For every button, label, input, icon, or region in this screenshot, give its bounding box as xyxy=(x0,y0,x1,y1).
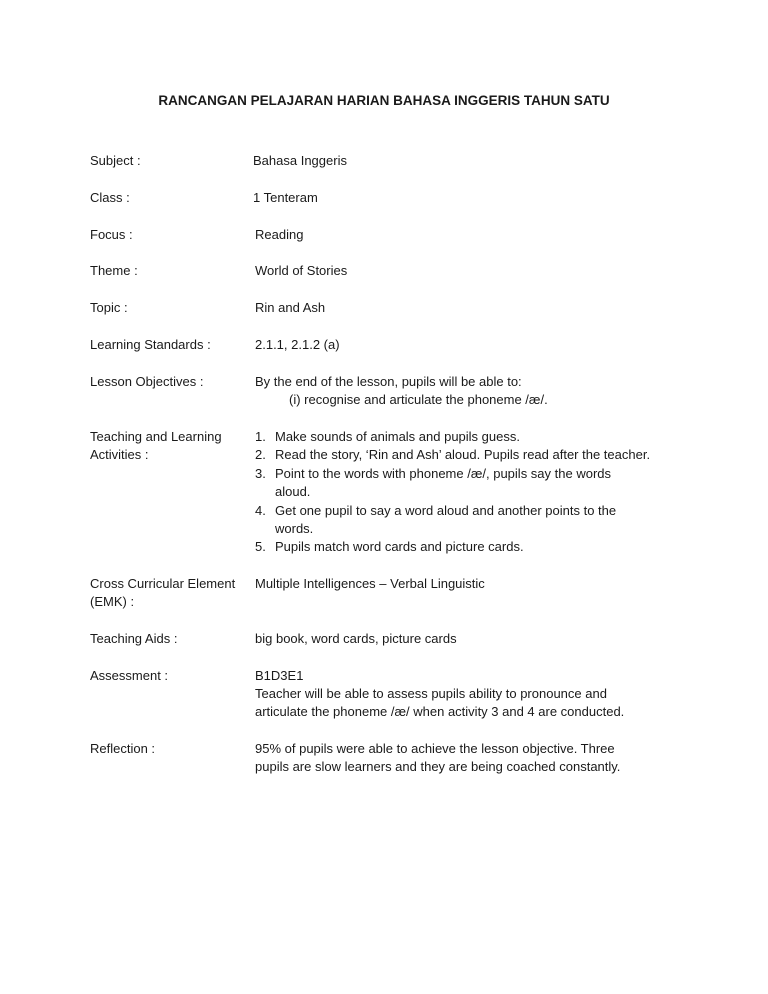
activity-item xyxy=(255,538,695,556)
assessment-value xyxy=(255,667,695,721)
activity-text: Read the story, ‘Rin and Ash’ aloud. Pupils read after the teacher. xyxy=(275,447,651,463)
reflection-value xyxy=(255,740,695,776)
cross-curricular-label-line2: (EMK) : xyxy=(90,594,135,609)
activity-text: Point to the words with phoneme /æ/, pupils say the words xyxy=(275,465,612,481)
cross-curricular-label xyxy=(90,575,250,611)
theme-value: World of Stories xyxy=(255,263,348,278)
class-label: Class : xyxy=(90,190,130,205)
reflection-text-line1: 95% of pupils were able to achieve the lesson objective. Three xyxy=(255,741,615,756)
lesson-objectives-value xyxy=(255,373,695,409)
teaching-aids-label: Teaching Aids : xyxy=(90,631,178,646)
activity-number: 1. xyxy=(255,429,266,444)
activity-number: 4. xyxy=(255,502,266,518)
learning-standards-value: 2.1.1, 2.1.2 (a) xyxy=(255,337,340,352)
reflection-label: Reflection : xyxy=(90,741,156,756)
cross-curricular-label-line1: Cross Curricular Element xyxy=(90,576,236,591)
activity-number: 3. xyxy=(255,465,266,481)
reflection-text-line2: pupils are slow learners and they are being coached constantly. xyxy=(255,759,621,774)
assessment-code: B1D3E1 xyxy=(255,668,304,683)
focus-value: Reading xyxy=(255,227,304,242)
lesson-objectives-intro: By the end of the lesson, pupils will be able to: xyxy=(255,374,522,389)
activity-text: Get one pupil to say a word aloud and another points to the xyxy=(275,502,617,518)
focus-label: Focus : xyxy=(90,227,133,242)
activity-item xyxy=(255,428,695,446)
subject-value: Bahasa Inggeris xyxy=(253,153,347,168)
activity-item xyxy=(255,502,695,539)
activity-item xyxy=(255,465,695,502)
activity-number: 5. xyxy=(255,539,266,555)
activity-text: Make sounds of animals and pupils guess. xyxy=(275,429,520,444)
activities-list xyxy=(255,428,695,557)
activities-label-line2: Activities : xyxy=(90,447,149,462)
activities-label-line1: Teaching and Learning xyxy=(90,429,222,444)
topic-value: Rin and Ash xyxy=(255,300,326,315)
learning-standards-label: Learning Standards : xyxy=(90,337,211,352)
topic-label: Topic : xyxy=(90,300,128,315)
assessment-text-line2: articulate the phoneme /æ/ when activity 3 and 4 are conducted. xyxy=(255,704,625,719)
lesson-objective-item: (i) recognise and articulate the phoneme /æ/. xyxy=(289,392,548,407)
document-title: RANCANGAN PELAJARAN HARIAN BAHASA INGGERIS TAHUN SATU xyxy=(158,93,610,108)
assessment-text-line1: Teacher will be able to assess pupils ability to pronounce and xyxy=(255,686,607,701)
lesson-objectives-label: Lesson Objectives : xyxy=(90,374,204,389)
activities-label xyxy=(90,428,250,464)
activity-text-continued: words. xyxy=(275,521,314,537)
activity-text: Pupils match word cards and picture cards. xyxy=(275,539,524,555)
assessment-label: Assessment : xyxy=(90,668,169,683)
teaching-aids-value: big book, word cards, picture cards xyxy=(255,631,457,646)
activity-text-continued: aloud. xyxy=(275,484,311,500)
activity-item xyxy=(255,446,695,464)
activity-number: 2. xyxy=(255,447,266,463)
subject-label: Subject : xyxy=(90,153,141,168)
theme-label: Theme : xyxy=(90,263,138,278)
cross-curricular-value: Multiple Intelligences – Verbal Linguistic xyxy=(255,576,485,591)
class-value: 1 Tenteram xyxy=(253,190,318,205)
